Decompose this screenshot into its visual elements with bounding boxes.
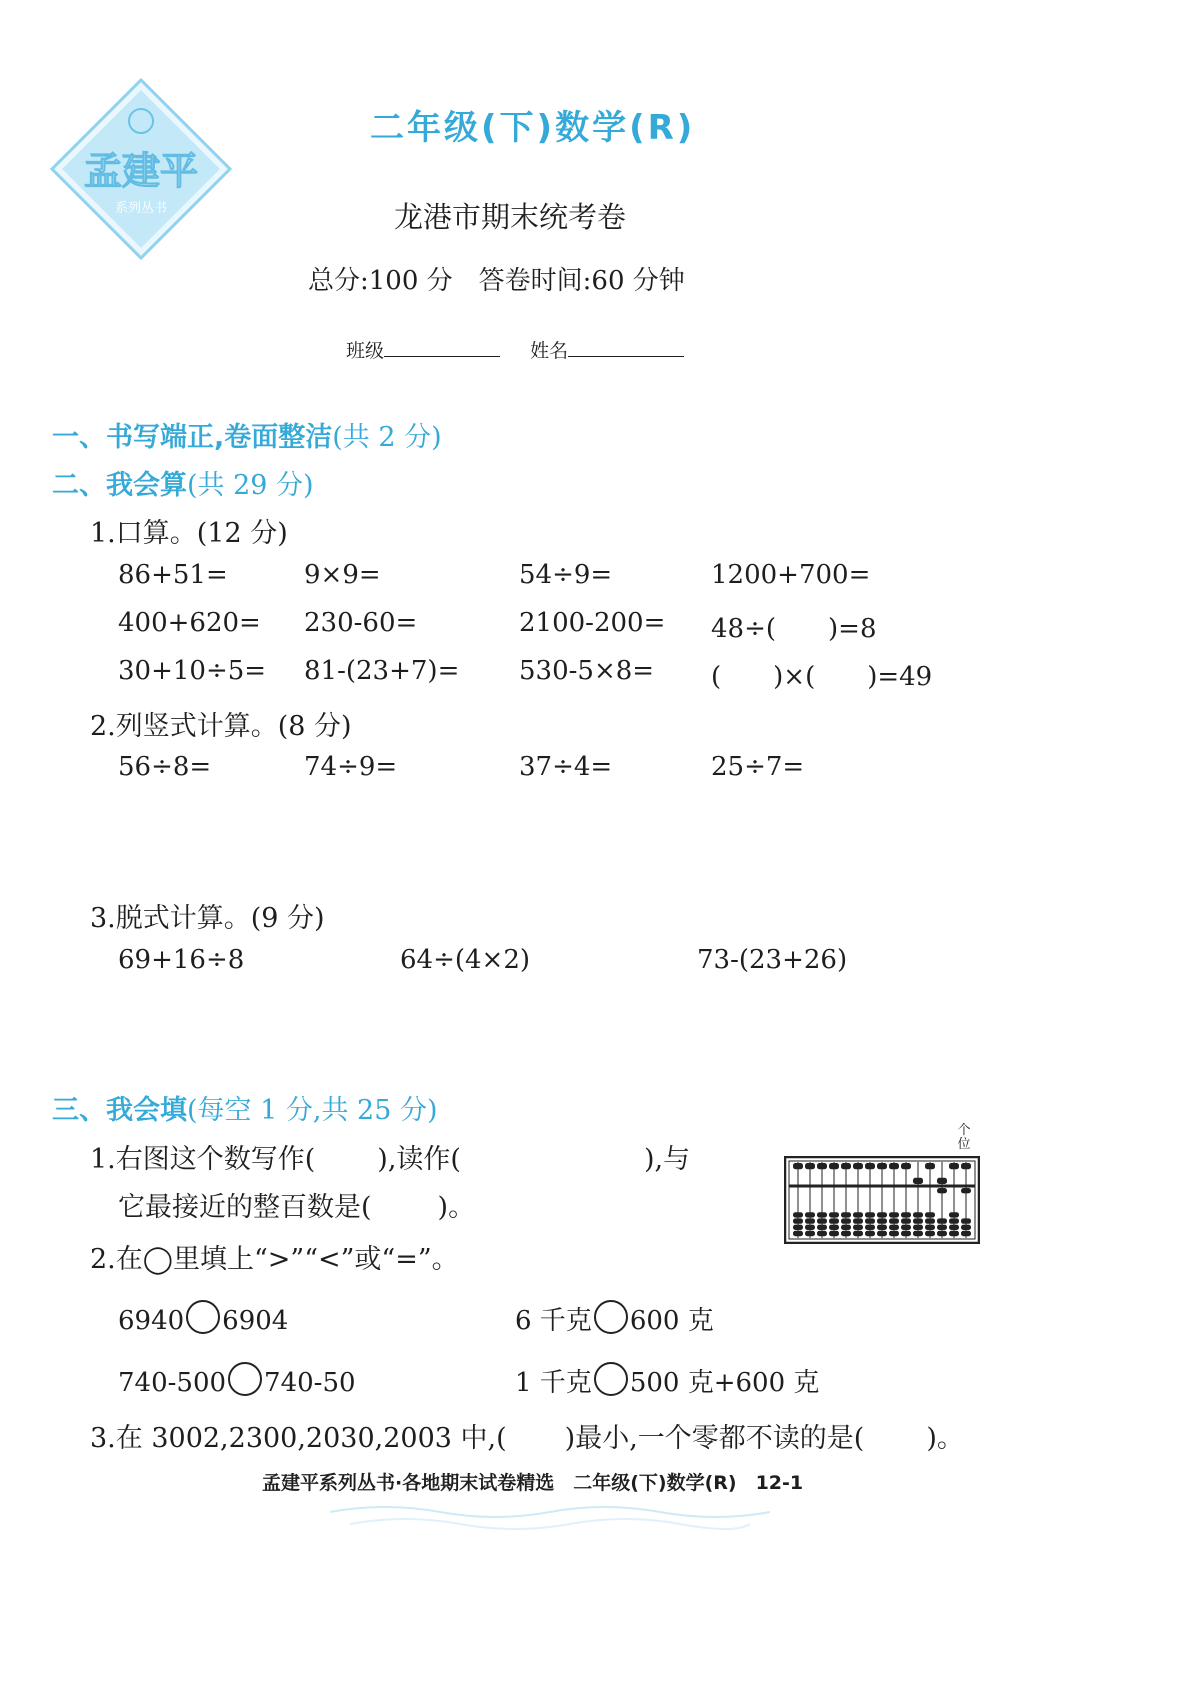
abacus-upper-bead: [817, 1163, 827, 1169]
logo: [50, 78, 232, 260]
section-2-title: 二、我会算: [52, 470, 187, 501]
abacus-lower-bead: [961, 1188, 971, 1193]
abacus-lower-bead: [925, 1212, 935, 1217]
question-text: 3.在 3002,2300,2030,2003 中,(: [90, 1423, 507, 1454]
abacus-lower-bead: [889, 1212, 899, 1217]
class-label: 班级: [346, 340, 385, 362]
abacus-lower-bead: [961, 1231, 971, 1236]
oral-calc-item: 86+51=: [118, 560, 228, 590]
abacus-lower-bead: [913, 1212, 923, 1217]
abacus-lower-bead: [937, 1188, 947, 1193]
abacus-lower-bead: [937, 1231, 947, 1236]
answer-blank[interactable]: [864, 1420, 926, 1447]
fill-question-3: [90, 1416, 964, 1455]
abacus-lower-bead: [889, 1218, 899, 1223]
abacus-lower-bead: [829, 1218, 839, 1223]
student-info: [346, 336, 684, 363]
compare-circle[interactable]: [228, 1362, 262, 1396]
abacus-lower-bead: [961, 1225, 971, 1230]
name-blank[interactable]: [568, 356, 684, 357]
section-1-points: (共 2 分): [332, 422, 442, 453]
oral-calc-item: 2100-200=: [519, 608, 666, 638]
abacus-lower-bead: [913, 1231, 923, 1236]
abacus-upper-bead: [793, 1163, 803, 1169]
logo-name: 孟建平: [83, 149, 199, 193]
section-3-title: 三、我会填: [52, 1095, 187, 1126]
abacus-lower-bead: [877, 1212, 887, 1217]
oral-calc-item: 1200+700=: [711, 560, 871, 590]
abacus-lower-bead: [901, 1231, 911, 1236]
abacus-lower-bead: [937, 1225, 947, 1230]
abacus-upper-bead: [961, 1163, 971, 1169]
abacus-lower-bead: [949, 1225, 959, 1230]
abacus-lower-bead: [841, 1225, 851, 1230]
abacus-lower-bead: [817, 1218, 827, 1223]
abacus-lower-bead: [793, 1218, 803, 1223]
vertical-calc-item: 37÷4=: [519, 752, 613, 782]
abacus-lower-bead: [817, 1225, 827, 1230]
question-text: ),读作(: [377, 1144, 461, 1175]
question-label: 1.口算。(12 分): [90, 518, 288, 549]
question-text: ),与: [643, 1144, 691, 1175]
abacus-lower-bead: [925, 1231, 935, 1236]
section-2-heading: [52, 463, 314, 502]
exam-title: 龙港市期末统考卷: [394, 200, 627, 234]
answer-blank[interactable]: [461, 1141, 644, 1168]
oral-calc-item: 30+10÷5=: [118, 656, 267, 686]
abacus-lower-bead: [877, 1218, 887, 1223]
stepwise-calc-item: 69+16÷8: [118, 945, 245, 975]
answer-blank[interactable]: [372, 1189, 438, 1216]
abacus-upper-bead: [841, 1163, 851, 1169]
class-blank[interactable]: [384, 356, 500, 357]
abacus-lower-bead: [841, 1212, 851, 1217]
question-text: )。: [437, 1192, 476, 1223]
abacus-upper-bead: [865, 1163, 875, 1169]
question-label: 2.在◯里填上“>”“<”或“=”。: [90, 1244, 459, 1275]
abacus-upper-bead: [805, 1163, 815, 1169]
compare-left: 6940: [118, 1306, 185, 1336]
abacus-lower-bead: [853, 1231, 863, 1236]
compare-right: 6904: [222, 1306, 289, 1336]
vertical-calc-item: 25÷7=: [711, 752, 805, 782]
abacus-upper-bead: [925, 1163, 935, 1169]
abacus-lower-bead: [793, 1212, 803, 1217]
oral-calc-item: 48÷( )=8: [711, 614, 877, 644]
page-footer: 孟建平系列丛书·各地期末试卷精选 二年级(下)数学(R) 12-1: [262, 1472, 804, 1494]
oral-calc-item: 230-60=: [304, 608, 418, 638]
compare-right: 740-50: [264, 1368, 356, 1398]
abacus-lower-bead: [949, 1231, 959, 1236]
question-text: )。: [926, 1423, 964, 1454]
section-1-title: 一、书写端正,卷面整洁: [52, 422, 333, 453]
abacus-lower-bead: [925, 1218, 935, 1223]
abacus-lower-bead: [901, 1225, 911, 1230]
abacus-lower-bead: [829, 1225, 839, 1230]
abacus-lower-bead: [805, 1212, 815, 1217]
answer-blank[interactable]: [315, 1141, 377, 1168]
abacus-lower-bead: [841, 1231, 851, 1236]
compare-circle[interactable]: [186, 1300, 220, 1334]
compare-item: [515, 1362, 819, 1399]
logo-series: 系列丛书: [114, 201, 168, 216]
abacus-lower-bead: [961, 1218, 971, 1223]
abacus-lower-bead: [889, 1225, 899, 1230]
abacus-lower-bead: [829, 1231, 839, 1236]
answer-blank[interactable]: [507, 1420, 565, 1447]
question-label: 3.脱式计算。(9 分): [90, 903, 325, 934]
abacus-lower-bead: [901, 1218, 911, 1223]
section-1-heading: [52, 415, 442, 454]
abacus-lower-bead: [913, 1225, 923, 1230]
abacus-lower-bead: [949, 1212, 959, 1217]
abacus-lower-bead: [841, 1218, 851, 1223]
abacus-upper-bead: [829, 1163, 839, 1169]
abacus-place-label: 个位: [957, 1123, 971, 1152]
abacus-upper-bead: [913, 1178, 923, 1184]
abacus-lower-bead: [793, 1225, 803, 1230]
vertical-calc-item: 56÷8=: [118, 752, 212, 782]
abacus-lower-bead: [853, 1212, 863, 1217]
footer-wave-decoration: [330, 1498, 770, 1538]
abacus-lower-bead: [853, 1218, 863, 1223]
compare-circle[interactable]: [594, 1362, 628, 1396]
abacus-lower-bead: [805, 1231, 815, 1236]
abacus-lower-bead: [865, 1218, 875, 1223]
abacus-lower-bead: [937, 1218, 947, 1223]
abacus-lower-bead: [889, 1231, 899, 1236]
abacus-upper-bead: [853, 1163, 863, 1169]
fill-question-1-line-2: [118, 1185, 475, 1224]
abacus-upper-bead: [937, 1178, 947, 1184]
abacus-lower-bead: [817, 1231, 827, 1236]
abacus-lower-bead: [865, 1231, 875, 1236]
section-2-points: (共 29 分): [187, 470, 314, 501]
section-3-points: (每空 1 分,共 25 分): [187, 1095, 438, 1126]
abacus-upper-bead: [901, 1163, 911, 1169]
oral-calc-item: ( )×( )=49: [711, 662, 933, 692]
score-time: 总分:100 分 答卷时间:60 分钟: [308, 266, 685, 296]
abacus-lower-bead: [901, 1212, 911, 1217]
oral-calc-item: 9×9=: [304, 560, 381, 590]
oral-calc-item: 530-5×8=: [519, 656, 655, 686]
question-text: 1.右图这个数写作(: [90, 1144, 316, 1175]
abacus-lower-bead: [829, 1212, 839, 1217]
abacus-upper-bead: [889, 1163, 899, 1169]
fill-question-1-line-1: [90, 1137, 690, 1176]
abacus-lower-bead: [817, 1212, 827, 1217]
abacus-lower-bead: [925, 1225, 935, 1230]
oral-calc-item: 400+620=: [118, 608, 261, 638]
question-label: 2.列竖式计算。(8 分): [90, 711, 352, 742]
abacus-lower-bead: [805, 1218, 815, 1223]
oral-calc-item: 81-(23+7)=: [304, 656, 460, 686]
abacus-lower-bead: [913, 1218, 923, 1223]
stepwise-calc-item: 73-(23+26): [697, 945, 848, 975]
compare-left: 6 千克: [515, 1306, 592, 1336]
oral-calc-item: 54÷9=: [519, 560, 613, 590]
question-text: 它最接近的整百数是(: [118, 1192, 372, 1223]
abacus-lower-bead: [865, 1212, 875, 1217]
abacus-lower-bead: [865, 1225, 875, 1230]
compare-left: 740-500: [118, 1368, 227, 1398]
compare-left: 1 千克: [515, 1368, 592, 1398]
abacus-upper-bead: [949, 1163, 959, 1169]
compare-right: 600 克: [629, 1306, 714, 1336]
question-text: )最小,一个零都不读的是(: [564, 1423, 865, 1454]
abacus-lower-bead: [877, 1225, 887, 1230]
compare-item: [118, 1300, 288, 1336]
vertical-calc-item: 74÷9=: [304, 752, 398, 782]
subject-title: 二年级(下)数学(R): [370, 108, 696, 148]
stepwise-calc-item: 64÷(4×2): [400, 945, 531, 975]
abacus-lower-bead: [805, 1225, 815, 1230]
compare-circle[interactable]: [594, 1300, 628, 1334]
abacus-upper-bead: [877, 1163, 887, 1169]
section-3-heading: [52, 1088, 438, 1127]
abacus-lower-bead: [949, 1218, 959, 1223]
name-label: 姓名: [530, 340, 569, 362]
abacus-lower-bead: [877, 1231, 887, 1236]
abacus: [784, 1156, 980, 1244]
compare-item: [515, 1300, 714, 1337]
abacus-lower-bead: [793, 1231, 803, 1236]
abacus-lower-bead: [853, 1225, 863, 1230]
compare-item: [118, 1362, 356, 1398]
compare-right: 500 克+600 克: [629, 1368, 820, 1398]
